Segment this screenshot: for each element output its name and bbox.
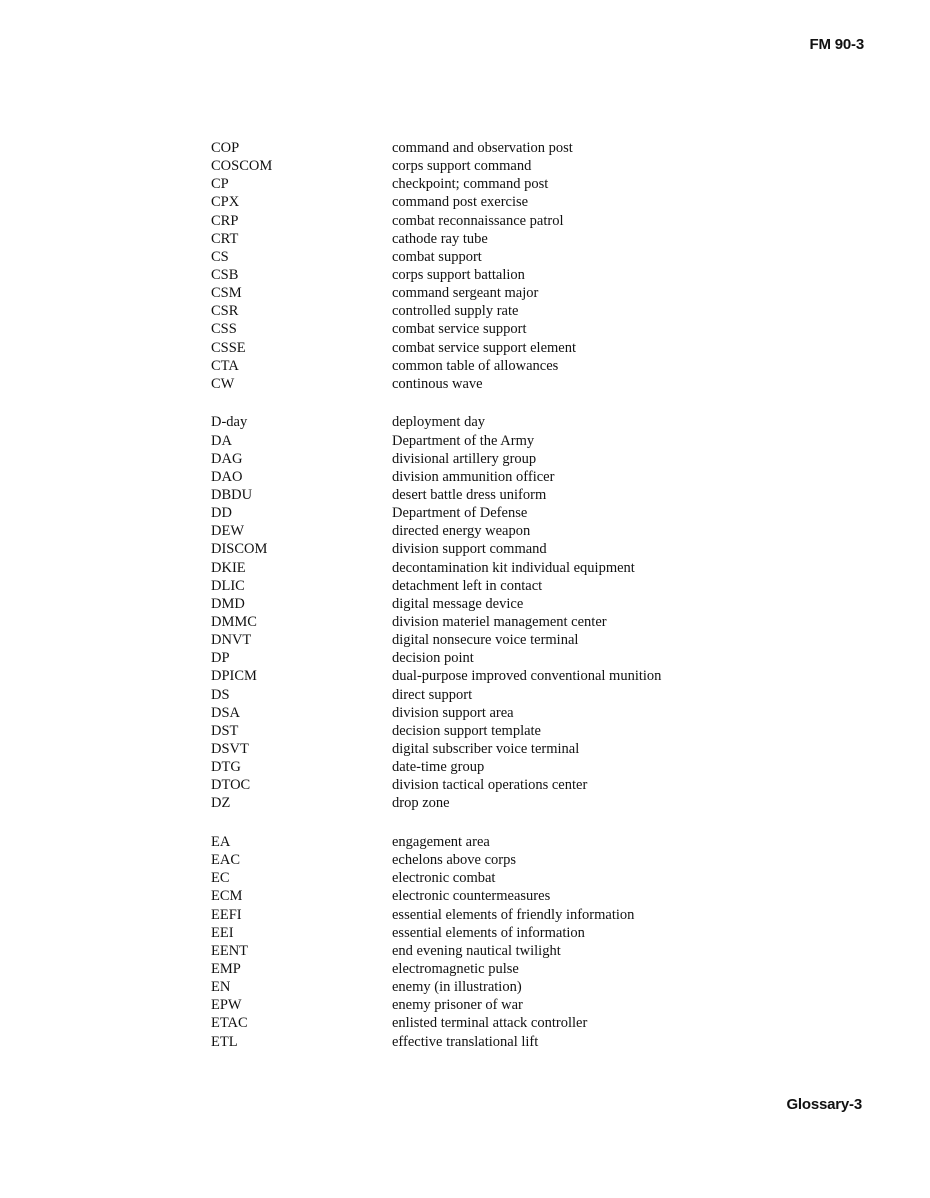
glossary-entry	[211, 432, 771, 450]
glossary-entry	[211, 869, 771, 887]
glossary-term: COP	[211, 140, 240, 156]
glossary-term: D-day	[211, 414, 248, 431]
glossary-term: DEW	[211, 523, 245, 540]
glossary-term: DSA	[211, 704, 241, 721]
glossary-entry	[211, 1033, 771, 1051]
glossary-entry	[211, 667, 771, 685]
glossary-term: CSM	[211, 285, 242, 302]
glossary-definition: Department of the Army	[392, 432, 535, 449]
glossary-entry	[211, 924, 771, 942]
glossary-term: CSR	[211, 303, 239, 320]
glossary-entry	[211, 320, 771, 338]
glossary-entry	[211, 740, 771, 758]
glossary-term: EENT	[211, 942, 249, 959]
glossary-term: DNVT	[211, 632, 252, 649]
glossary-definition: dual-purpose improved conventional munition	[392, 668, 662, 685]
glossary-term: DS	[211, 686, 230, 703]
glossary-term: CS	[211, 248, 229, 265]
glossary-definition: combat service support element	[392, 339, 577, 356]
glossary-entry	[211, 413, 771, 431]
glossary-definition: command sergeant major	[392, 285, 539, 302]
glossary-definition: digital nonsecure voice terminal	[392, 632, 579, 649]
glossary-definition: division tactical operations center	[392, 777, 588, 794]
glossary-term: DP	[211, 650, 230, 667]
glossary-term: DISCOM	[211, 541, 268, 558]
glossary-definition: division materiel management center	[392, 614, 607, 631]
glossary-definition: combat support	[392, 248, 482, 265]
glossary-entry	[211, 522, 771, 540]
glossary-entry	[211, 960, 771, 978]
glossary-term: COSCOM	[211, 158, 273, 175]
glossary-definition: enemy prisoner of war	[392, 997, 523, 1014]
glossary-entry	[211, 139, 771, 157]
glossary-definition: decontamination kit individual equipment	[392, 559, 635, 576]
glossary-definition: desert battle dress uniform	[392, 487, 547, 504]
glossary-term: DD	[211, 505, 232, 522]
glossary-definition: enemy (in illustration)	[392, 979, 522, 996]
glossary-entry	[211, 266, 771, 284]
glossary-definition: corps support command	[392, 158, 532, 175]
glossary-term: DBDU	[211, 487, 253, 504]
glossary-entry	[211, 284, 771, 302]
glossary-term: CP	[211, 176, 229, 193]
glossary-entry	[211, 595, 771, 613]
glossary-definition: essential elements of information	[392, 924, 585, 941]
glossary-entry	[211, 486, 771, 504]
glossary-term: EC	[211, 870, 230, 887]
glossary-definition: digital message device	[392, 595, 524, 612]
glossary-entry	[211, 230, 771, 248]
glossary-term: DMMC	[211, 614, 257, 631]
glossary-term: EAC	[211, 852, 240, 869]
glossary-term: CRP	[211, 212, 239, 229]
glossary-definition: corps support battalion	[392, 266, 525, 283]
glossary-entry	[211, 833, 771, 851]
glossary-definition: engagement area	[392, 834, 490, 851]
glossary-term: DMD	[211, 595, 245, 612]
glossary-term: CSS	[211, 321, 237, 338]
document-id: FM 90-3	[809, 36, 864, 53]
glossary-definition: end evening nautical twilight	[392, 942, 561, 959]
glossary-term: DA	[211, 432, 232, 449]
glossary-section	[211, 139, 771, 393]
glossary-entry	[211, 577, 771, 595]
glossary-entry	[211, 649, 771, 667]
glossary-term: DAO	[211, 468, 243, 485]
glossary-entry	[211, 906, 771, 924]
glossary-definition: controlled supply rate	[392, 303, 519, 320]
glossary-entry	[211, 613, 771, 631]
glossary-definition: combat service support	[392, 321, 527, 338]
glossary-term: EMP	[211, 961, 241, 978]
glossary-entry	[211, 686, 771, 704]
glossary-term: EEFI	[211, 906, 242, 923]
glossary-entry	[211, 193, 771, 211]
glossary-term: ETAC	[211, 1015, 248, 1032]
glossary-term: DST	[211, 722, 239, 739]
glossary-entry	[211, 887, 771, 905]
glossary-entry	[211, 794, 771, 812]
glossary-term: ECM	[211, 888, 243, 905]
glossary-term: CSB	[211, 266, 239, 283]
glossary-term: CPX	[211, 194, 240, 211]
glossary-definition: decision point	[392, 650, 474, 667]
glossary-entry	[211, 302, 771, 320]
glossary-term: CSSE	[211, 339, 246, 356]
glossary-definition: date-time group	[392, 759, 485, 776]
glossary-definition: enlisted terminal attack controller	[392, 1015, 588, 1032]
glossary-entry	[211, 212, 771, 230]
glossary-entry	[211, 175, 771, 193]
glossary-definition: effective translational lift	[392, 1033, 539, 1050]
glossary-term: EEI	[211, 924, 234, 941]
glossary-entry	[211, 631, 771, 649]
glossary-definition: command post exercise	[392, 194, 529, 211]
glossary-entry	[211, 978, 771, 996]
glossary-term: EA	[211, 834, 231, 851]
glossary-entry	[211, 758, 771, 776]
glossary-entry	[211, 157, 771, 175]
glossary-entry	[211, 559, 771, 577]
glossary-definition: directed energy weapon	[392, 523, 531, 540]
glossary-entry	[211, 996, 771, 1014]
glossary-definition: echelons above corps	[392, 852, 517, 869]
glossary-definition: electromagnetic pulse	[392, 961, 519, 978]
glossary-term: DZ	[211, 795, 231, 812]
glossary-term: DSVT	[211, 741, 249, 757]
glossary-definition: detachment left in contact	[392, 577, 543, 594]
glossary-definition: digital subscriber voice terminal	[392, 741, 580, 757]
glossary-entry	[211, 248, 771, 266]
glossary-term: EN	[211, 979, 231, 996]
glossary-list	[211, 139, 771, 1051]
glossary-definition: drop zone	[392, 795, 450, 812]
glossary-definition: cathode ray tube	[392, 230, 488, 247]
glossary-term: EPW	[211, 997, 242, 1014]
glossary-section	[211, 413, 771, 812]
glossary-entry	[211, 776, 771, 794]
glossary-term: DTG	[211, 759, 241, 776]
glossary-term: DLIC	[211, 577, 245, 594]
glossary-entry	[211, 375, 771, 393]
glossary-definition: direct support	[392, 686, 473, 703]
glossary-definition: common table of allowances	[392, 357, 559, 374]
glossary-definition: essential elements of friendly information	[392, 906, 635, 923]
glossary-term: CRT	[211, 230, 239, 247]
glossary-term: CTA	[211, 357, 239, 374]
glossary-entry	[211, 942, 771, 960]
glossary-term: ETL	[211, 1033, 238, 1050]
glossary-entry	[211, 722, 771, 740]
glossary-definition: divisional artillery group	[392, 450, 537, 467]
glossary-term: DKIE	[211, 559, 246, 576]
glossary-entry	[211, 704, 771, 722]
glossary-definition: decision support template	[392, 722, 541, 739]
glossary-definition: division support area	[392, 704, 514, 721]
glossary-entry	[211, 540, 771, 558]
glossary-term: CW	[211, 375, 235, 392]
glossary-definition: continous wave	[392, 375, 483, 392]
glossary-definition: electronic countermeasures	[392, 888, 551, 905]
glossary-entry	[211, 1014, 771, 1032]
glossary-term: DAG	[211, 450, 243, 467]
glossary-term: DTOC	[211, 777, 251, 794]
glossary-definition: deployment day	[392, 414, 486, 431]
glossary-entry	[211, 450, 771, 468]
glossary-definition: electronic combat	[392, 870, 496, 887]
glossary-definition: command and observation post	[392, 140, 573, 156]
glossary-entry	[211, 339, 771, 357]
glossary-entry	[211, 504, 771, 522]
glossary-definition: Department of Defense	[392, 505, 528, 522]
glossary-entry	[211, 851, 771, 869]
glossary-term: DPICM	[211, 668, 257, 685]
glossary-definition: checkpoint; command post	[392, 176, 549, 193]
glossary-section	[211, 833, 771, 1051]
glossary-definition: combat reconnaissance patrol	[392, 212, 564, 229]
glossary-definition: division ammunition officer	[392, 468, 555, 485]
glossary-entry	[211, 468, 771, 486]
glossary-definition: division support command	[392, 541, 547, 558]
page-number: Glossary-3	[786, 1096, 862, 1113]
glossary-entry	[211, 357, 771, 375]
